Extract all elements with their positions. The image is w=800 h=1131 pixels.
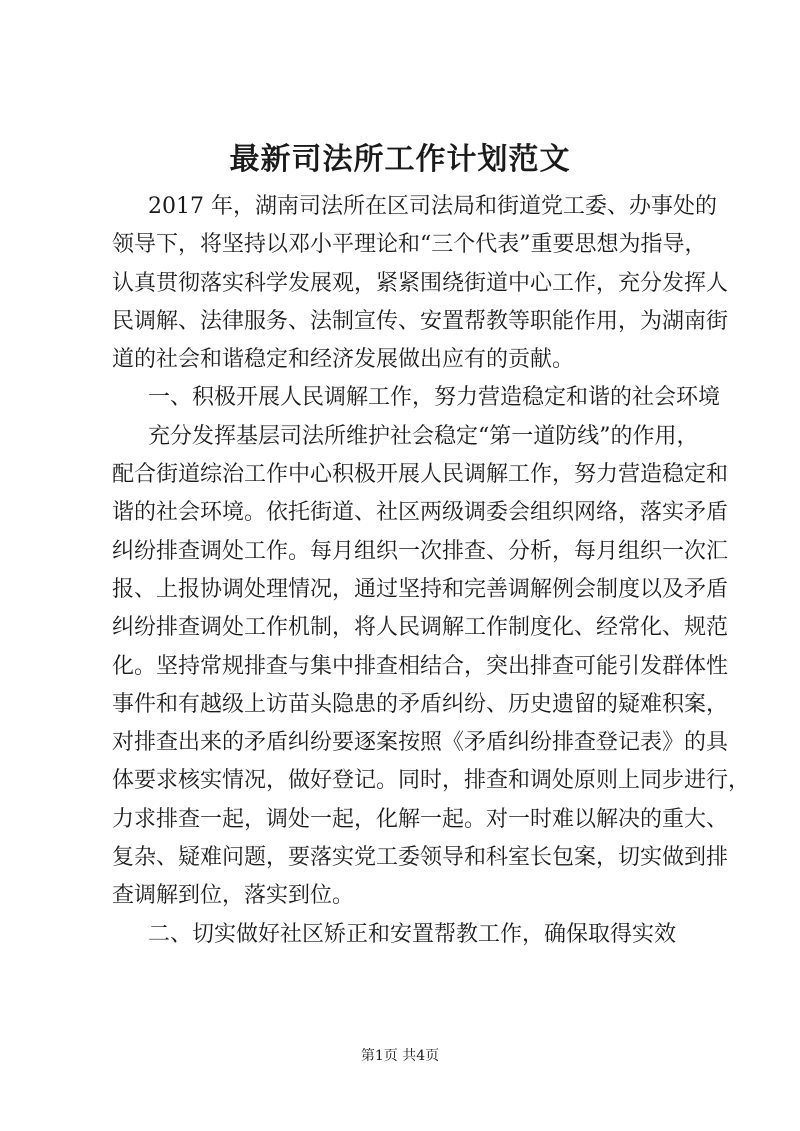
paragraph-line: 体要求核实情况，做好登记。同时，排查和调处原则上同步进行，: [112, 768, 751, 794]
section-heading: 二、切实做好社区矫正和安置帮教工作，确保取得实效: [148, 921, 677, 947]
paragraph-line: 化。坚持常规排查与集中排查相结合，突出排查可能引发群体性: [112, 653, 729, 679]
section-heading: 一、积极开展人民调解工作，努力营造稳定和谐的社会环境: [148, 385, 721, 411]
document-body: [112, 188, 751, 954]
paragraph-line: 报、上报协调处理情况，通过坚持和完善调解例会制度以及矛盾: [112, 576, 729, 602]
paragraph-line: 配合街道综治工作中心积极开展人民调解工作，努力营造稳定和: [112, 462, 729, 488]
document-title: 最新司法所工作计划范文: [229, 142, 571, 177]
paragraph-line: 纠纷排查调处工作。每月组织一次排查、分析，每月组织一次汇: [112, 538, 729, 564]
paragraph-line: 对排查出来的矛盾纠纷要逐案按照《矛盾纠纷排查登记表》的具: [112, 730, 729, 756]
paragraph-line: 力求排查一起，调处一起，化解一起。对一时难以解决的重大、: [112, 806, 729, 832]
paragraph-line: 查调解到位，落实到位。: [112, 883, 355, 909]
paragraph-line: 认真贯彻落实科学发展观，紧紧围绕街道中心工作，充分发挥人: [112, 270, 729, 296]
paragraph-line: 复杂、疑难问题，要落实党工委领导和科室长包案，切实做到排: [112, 845, 729, 871]
paragraph-line: 2017 年，湖南司法所在区司法局和街道党工委、办事处的: [148, 194, 717, 219]
paragraph-line: 事件和有越级上访苗头隐患的矛盾纠纷、历史遗留的疑难积案，: [112, 691, 729, 717]
paragraph-line: 民调解、法律服务、法制宣传、安置帮教等职能作用，为湖南街: [112, 308, 729, 334]
paragraph-line: 纠纷排查调处工作机制，将人民调解工作制度化、经常化、规范: [112, 615, 729, 641]
paragraph-line: 领导下，将坚持以邓小平理论和“三个代表”重要思想为指导，: [112, 232, 707, 258]
paragraph-line: 道的社会和谐稳定和经济发展做出应有的贡献。: [112, 347, 575, 373]
paragraph-line: 充分发挥基层司法所维护社会稳定“第一道防线”的作用，: [148, 423, 699, 449]
paragraph-line: 谐的社会环境。依托街道、社区两级调委会组织网络，落实矛盾: [112, 500, 729, 526]
page-footer: 第1页 共4页: [360, 1048, 440, 1064]
